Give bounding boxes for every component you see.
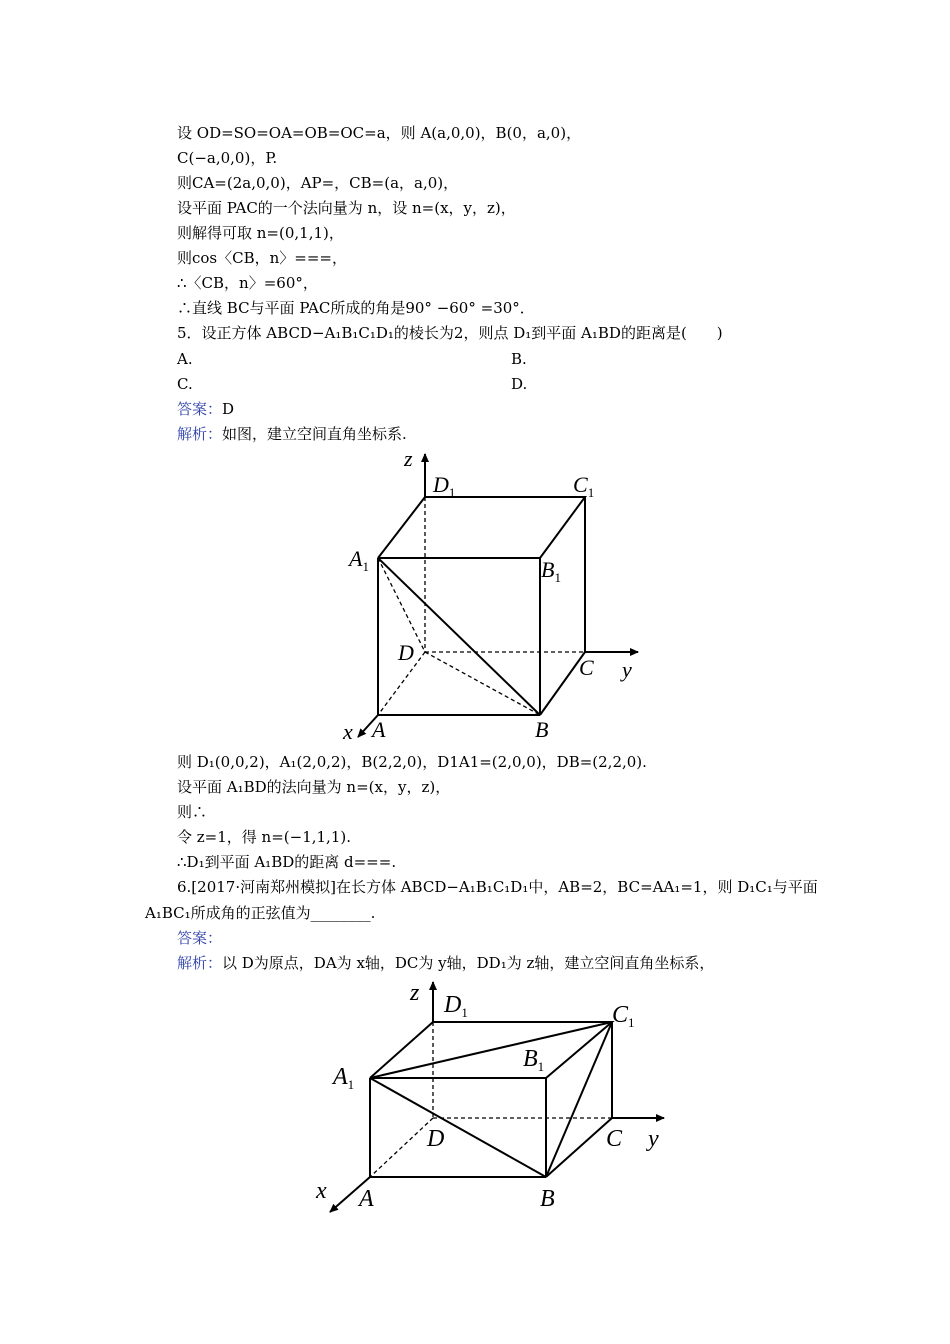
question-6-stem-cont: A₁BC₁所成角的正弦值为________. bbox=[145, 904, 376, 922]
answer-value: D bbox=[222, 400, 235, 418]
label-d1: $D_1$ bbox=[444, 992, 468, 1020]
answer-line-6 bbox=[177, 928, 222, 948]
answer-label: 答案： bbox=[177, 929, 223, 947]
label-z: z bbox=[404, 446, 413, 471]
edge-b-c bbox=[546, 1118, 612, 1177]
analysis-line bbox=[177, 424, 407, 444]
hidden-edge-d-a bbox=[370, 1118, 433, 1177]
text-line: 则 D₁(0,0,2)，A₁(2,0,2)，B(2,2,0)，D1A1=(2,0,0)，DB=(2,2,0). bbox=[177, 753, 647, 771]
text-line: ∴〈CB，n〉=60°， bbox=[177, 274, 318, 292]
label-d: D bbox=[398, 640, 414, 665]
text-line: 设平面 A₁BD的法向量为 n=(x，y，z)， bbox=[177, 778, 451, 796]
answer-label: 答案： bbox=[177, 400, 223, 418]
label-y: y bbox=[622, 657, 632, 682]
text-line: ∴D₁到平面 A₁BD的距离 d===. bbox=[177, 853, 397, 871]
text-line: C(−a,0,0)，P. bbox=[177, 149, 278, 167]
segment-c1-b bbox=[546, 1022, 612, 1177]
analysis-label: 解析： bbox=[177, 954, 223, 972]
label-a1: $A_1$ bbox=[333, 1064, 355, 1092]
label-b: B bbox=[535, 717, 549, 742]
text-line: 则解得可取 n=(0,1,1)， bbox=[177, 224, 344, 242]
label-b: B bbox=[540, 1186, 555, 1212]
label-z: z bbox=[410, 980, 420, 1006]
analysis-text: 以 D为原点，DA为 x轴，DC为 y轴，DD₁为 z轴，建立空间直角坐标系， bbox=[222, 954, 715, 972]
text-line: 则CA=(2a,0,0)，AP=，CB=(a，a,0)， bbox=[177, 174, 459, 192]
analysis-label: 解析： bbox=[177, 425, 223, 443]
option-d: D. bbox=[511, 375, 528, 393]
label-a1: $A_1$ bbox=[349, 546, 369, 574]
label-x: x bbox=[316, 1178, 327, 1204]
text-line: ∴直线 BC与平面 PAC所成的角是90° −60° =30°． bbox=[177, 299, 535, 317]
question-5-stem: 5．设正方体 ABCD−A₁B₁C₁D₁的棱长为2，则点 D₁到平面 A₁BD的距离是( ) bbox=[177, 324, 723, 342]
label-a: A bbox=[359, 1186, 374, 1212]
label-d1: $D_1$ bbox=[433, 472, 456, 500]
text-line: 则cos〈CB，n〉===， bbox=[177, 249, 347, 267]
option-c: C. bbox=[177, 375, 193, 393]
label-c: C bbox=[579, 655, 594, 680]
answer-line bbox=[177, 399, 234, 419]
label-c1: $C_1$ bbox=[573, 472, 595, 500]
cuboid-figure-2 bbox=[315, 976, 670, 1220]
option-a: A. bbox=[177, 350, 193, 368]
text-line: 则∴ bbox=[177, 803, 208, 821]
label-x: x bbox=[343, 719, 353, 744]
segment-a1-b bbox=[370, 1078, 546, 1177]
segment-a1-b bbox=[378, 558, 540, 715]
label-b1: $B_1$ bbox=[523, 1046, 545, 1074]
analysis-line-6 bbox=[177, 953, 714, 973]
analysis-text: 如图，建立空间直角坐标系. bbox=[222, 425, 407, 443]
cube-figure-1 bbox=[338, 446, 644, 748]
label-d: D bbox=[427, 1126, 445, 1152]
text-line: 设 OD=SO=OA=OB=OC=a，则 A(a,0,0)，B(0，a,0)， bbox=[177, 124, 582, 142]
segment-a1-c1 bbox=[370, 1022, 612, 1078]
text-line: 设平面 PAC的一个法向量为 n，设 n=(x，y，z)， bbox=[177, 199, 516, 217]
question-6-stem: 6.[2017·河南郑州模拟]在长方体 ABCD−A₁B₁C₁D₁中，AB=2，BC=AA₁=1，则 D₁C₁与平面 bbox=[177, 878, 818, 896]
label-a: A bbox=[372, 717, 386, 742]
option-b: B. bbox=[511, 350, 527, 368]
text-line: 令 z=1，得 n=(−1,1,1). bbox=[177, 828, 351, 846]
label-b1: $B_1$ bbox=[541, 557, 561, 585]
label-y: y bbox=[648, 1126, 659, 1152]
hidden-segment-d-b bbox=[425, 652, 540, 715]
label-c1: $C_1$ bbox=[612, 1002, 635, 1030]
label-c: C bbox=[606, 1126, 623, 1152]
top-face bbox=[378, 497, 585, 558]
hidden-segment-a1-d bbox=[378, 558, 425, 652]
